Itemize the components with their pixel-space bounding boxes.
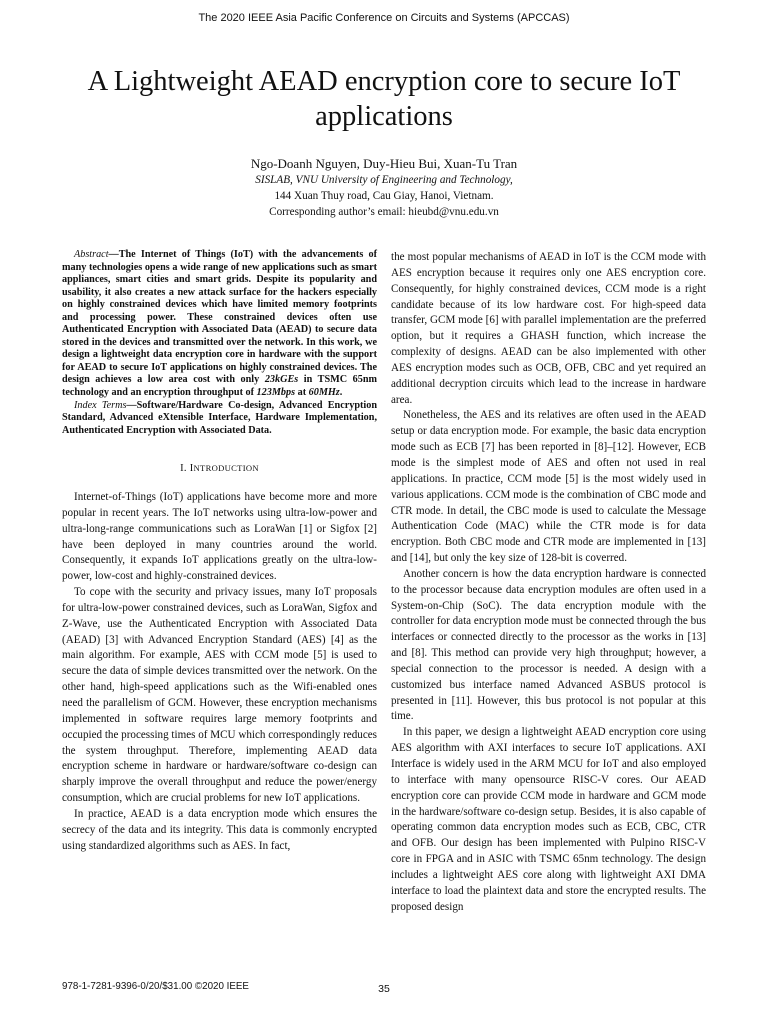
body-paragraph: Another concern is how the data encryption hardware is connected to the processor because data encryption modules are often used in a System-on-Chip (SoC). The data encryption module with the controller for data encryption mode must be connected through the bus interfaces or connected directly to the processor as the works in [13] and [8]. This method can provide very high throughput; however, a special connection to the processor is needed. A design with a customized bus interface named Advanced ASBUS protocol is presented in [11]. However, this bus protocol is not popular at this time. <box>391 567 706 723</box>
intro-paragraph: To cope with the security and privacy issues, many IoT proposals for ultra-low-power constrained devices, such as LoraWan, Sigfox and Z-Wave, use the Authenticated Encryption with Associated Data (AEAD) [3] with Advanced Encryption Standard (AES) [4] as the main algorithm. For example, AES with CCM mode [5] is used to secure the data of simple devices transmitted over the network. On the other hand, high-speed applications such as the Wifi-enabled ones need the parallelism of GCM. However, these encryption mechanisms implemented in software requires large memory footprints and occupied the processing times of MCU which correspondingly reduces the system throughput. Therefore, implementing AEAD data encryption scheme in hardware or hardware/software co-design can sharply improve the overall throughput and reduce the power/energy consumption, which are crucial problems for new IoT applications. <box>62 586 377 805</box>
copyright-footer: 978-1-7281-9396-0/20/$31.00 ©2020 IEEE <box>62 981 249 992</box>
abstract-text: . <box>339 387 343 399</box>
section-number: I. <box>180 463 190 475</box>
intro-paragraph: Internet-of-Things (IoT) applications have become more and more popular in recent years. The IoT networks using ultra-low-power and ultra-long-range communications such as LoraWan [1] or Sigfox [2] have been deployed in many countries around the world. Consequently, it expands IoT applications greatly on the ultra-low-power, low-cost and highly-constrained devices. <box>62 491 377 583</box>
index-terms-label: Index Terms <box>74 399 127 411</box>
body-paragraph: In this paper, we design a lightweight AEAD encryption core using AES algorithm with AXI interfaces to secure IoT applications. AXI Interface is widely used in the ARM MCU for IoT and also employed to interface with many opensource RISC-V cores. Our AEAD encryption core can provide CCM mode in hardware and GCM mode in the hardware/software co-design setup. Besides, it is also capable of operating common data encryption modes such as ECB, CBC, CTR and OFB. Our design has been implemented with Pulpino RISC-V core in FPGA and in ASIC with TSMC 65nm technology. The design includes a lightweight AES core along with lightweight AXI DMA interface to load the plaintext data and store the encrypted results. The proposed design <box>391 726 706 913</box>
index-terms-text: —Software/Hardware Co-design, Advanced Encryption Standard, Advanced eXtensible Interface, Hardware Implementation, Authenticated Encryption with Associated Data. <box>62 399 377 436</box>
affiliation-institution: SISLAB, VNU University of Engineering and Technology, <box>255 174 513 186</box>
abstract-area-value: 23kGEs <box>264 374 299 386</box>
left-column <box>62 249 377 854</box>
affiliation-address: 144 Xuan Thuy road, Cau Giay, Hanoi, Vietnam. <box>274 190 494 202</box>
conference-header: The 2020 IEEE Asia Pacific Conference on Circuits and Systems (APCCAS) <box>198 12 570 24</box>
abstract <box>62 249 377 400</box>
page-number: 35 <box>378 983 390 995</box>
body-paragraph: Nonetheless, the AES and its relatives are often used in the AEAD setup or data encryption mode. For example, the basic data encryption mode such as ECB [7] has been reported in [8]–[12]. However, ECB mode is the simplest mode of AES and often not used in real applications. In practice, CCM mode [5] is the most widely used in various applications. CCM mode is the combination of CBC mode and CTR mode. In detail, the CBC mode is used to calculate the Message Authentication Code (MAC) while the CTR mode is for data encryption. Both CBC mode and CTR mode are implemented in [13] and [14], but only the key size of 128-bit is coverred. <box>391 409 706 565</box>
abstract-label: Abstract <box>74 249 109 260</box>
abstract-frequency-value: 60MHz <box>308 387 340 399</box>
abstract-text: at <box>295 387 309 399</box>
index-terms <box>62 400 377 438</box>
abstract-text: in TSMC 65nm technology and an encryption throughput of <box>62 374 377 399</box>
corresponding-email: Corresponding author’s email: hieubd@vnu.edu.vn <box>269 206 499 218</box>
intro-paragraph: In practice, AEAD is a data encryption mode which ensures the secrecy of the data and its integrity. This data is commonly encrypted using standardized algorithms such as AES. In fact, <box>62 807 377 852</box>
paper-title: A Lightweight AEAD encryption core to secure IoT applications <box>87 66 681 132</box>
section-initial: I <box>189 463 194 475</box>
section-heading-introduction <box>62 461 377 477</box>
right-column <box>391 250 706 915</box>
abstract-throughput-value: 123Mbps <box>256 387 296 399</box>
author-list: Ngo-Doanh Nguyen, Duy-Hieu Bui, Xuan-Tu Tran <box>250 156 518 171</box>
section-title-rest: NTRODUCTION <box>193 463 259 474</box>
abstract-text: —The Internet of Things (IoT) with the advancements of many technologies opens a wide range of new applications such as smart appliances, smart cities and smart grids. Despite its popularity and usability, it also creates a new attack surface for the hackers especially on highly constrained devices which have limited memory footprints and processing power. These constrained devices often use Authenticated Encryption with Associated Data (AEAD) to secure data stored in the devices and transmitted over the network. In this work, we design a lightweight data encryption core in hardware with the support for AEAD to secure IoT applications on highly constrained devices. The design achieves a low area cost with only <box>62 249 377 386</box>
body-paragraph: the most popular mechanisms of AEAD in IoT is the CCM mode with AES encryption because it requires only one AES encryption core. Consequently, for highly constrained devices, CCM mode is a right candidate because of its low hardware cost. For high-speed data transfer, GCM mode [6] with parallel implementation are the preferred option, but it requires a GHASH function, which increase the complexity of designs. AEAD can be also implemented with other AES encryption modes such as OCB, OFB, CBC and yet required an additional decryption circuits which lead to the increase in hardware area. <box>391 251 706 406</box>
